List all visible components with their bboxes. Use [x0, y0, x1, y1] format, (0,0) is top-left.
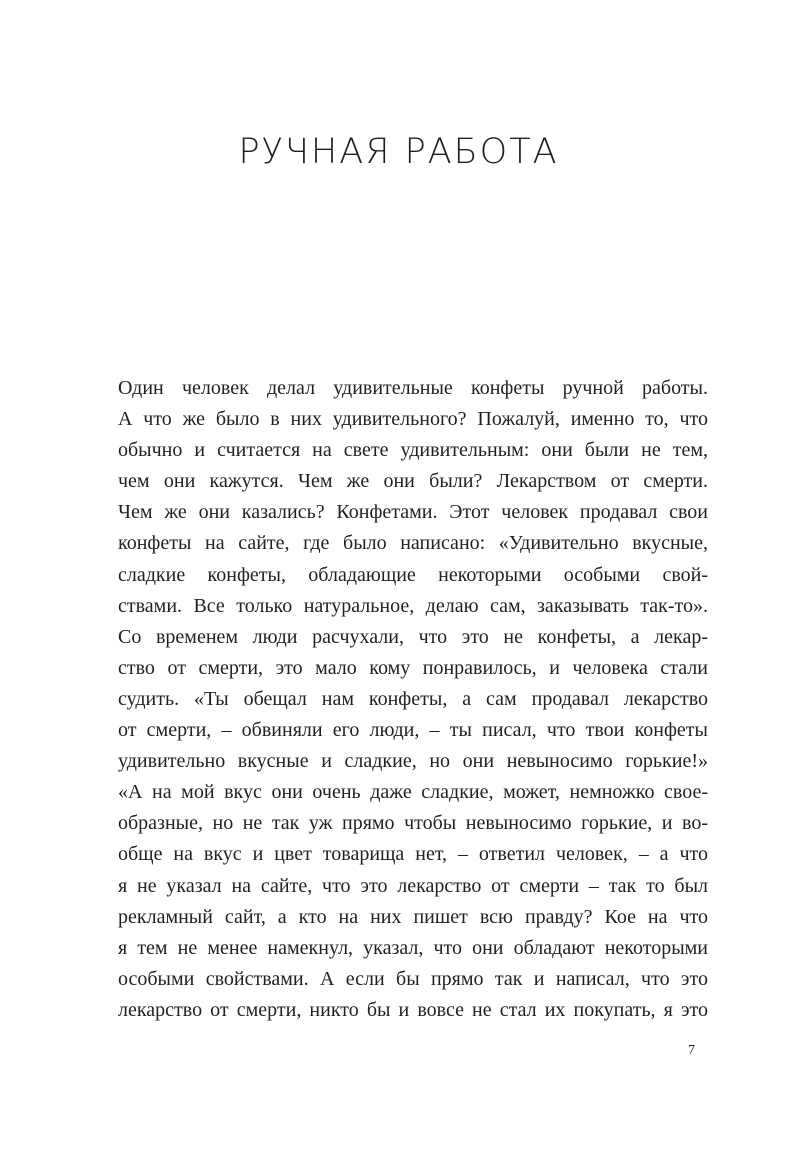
text-line: особыми свойствами. А если бы прямо так и написал, что это	[118, 967, 708, 990]
text-line: Со временем люди расчухали, что это не конфеты, а лекар-	[118, 625, 708, 648]
text-line: обще на вкус и цвет товарища нет, – ответил человек, – а что	[118, 843, 708, 866]
text-line: сладкие конфеты, обладающие некоторыми особыми свой-	[118, 563, 708, 586]
text-line: конфеты на сайте, где было написано: «Удивительно вкусные,	[118, 532, 708, 555]
text-line: судить. «Ты обещал нам конфеты, а сам продавал лекарство	[118, 687, 708, 710]
text-line: лекарство от смерти, никто бы и вовсе не стал их покупать, я это	[118, 998, 708, 1021]
text-line: рекламный сайт, а кто на них пишет всю правду? Кое на что	[118, 905, 708, 928]
text-line: удивительно вкусные и сладкие, но они невыносимо горькие!»	[118, 750, 708, 773]
text-line: я не указал на сайте, что это лекарство от смерти – так то был	[118, 874, 708, 897]
text-line: образные, но не так уж прямо чтобы невыносимо горькие, и во-	[118, 812, 708, 835]
text-line: А что же было в них удивительного? Пожалуй, именно то, что	[118, 408, 708, 431]
text-line: от смерти, – обвиняли его люди, – ты писал, что твои конфеты	[118, 719, 708, 742]
text-line: я тем не менее намекнул, указал, что они обладают некоторыми	[118, 936, 708, 959]
chapter-title: РУЧНАЯ РАБОТА	[238, 132, 559, 172]
body-text	[118, 373, 708, 1026]
text-line: ство от смерти, это мало кому понравилось, и человека стали	[118, 656, 708, 679]
text-line: ствами. Все только натуральное, делаю сам, заказывать так-то».	[118, 594, 708, 617]
text-line: обычно и считается на свете удивительным: они были не тем,	[118, 439, 708, 462]
page-number: 7	[688, 1043, 695, 1058]
text-line: Чем же они казались? Конфетами. Этот человек продавал свои	[118, 501, 708, 524]
text-line: чем они кажутся. Чем же они были? Лекарством от смерти.	[118, 470, 708, 493]
text-line: Один человек делал удивительные конфеты ручной работы.	[118, 377, 708, 399]
text-line: «А на мой вкус они очень даже сладкие, может, немножко свое-	[118, 781, 708, 804]
